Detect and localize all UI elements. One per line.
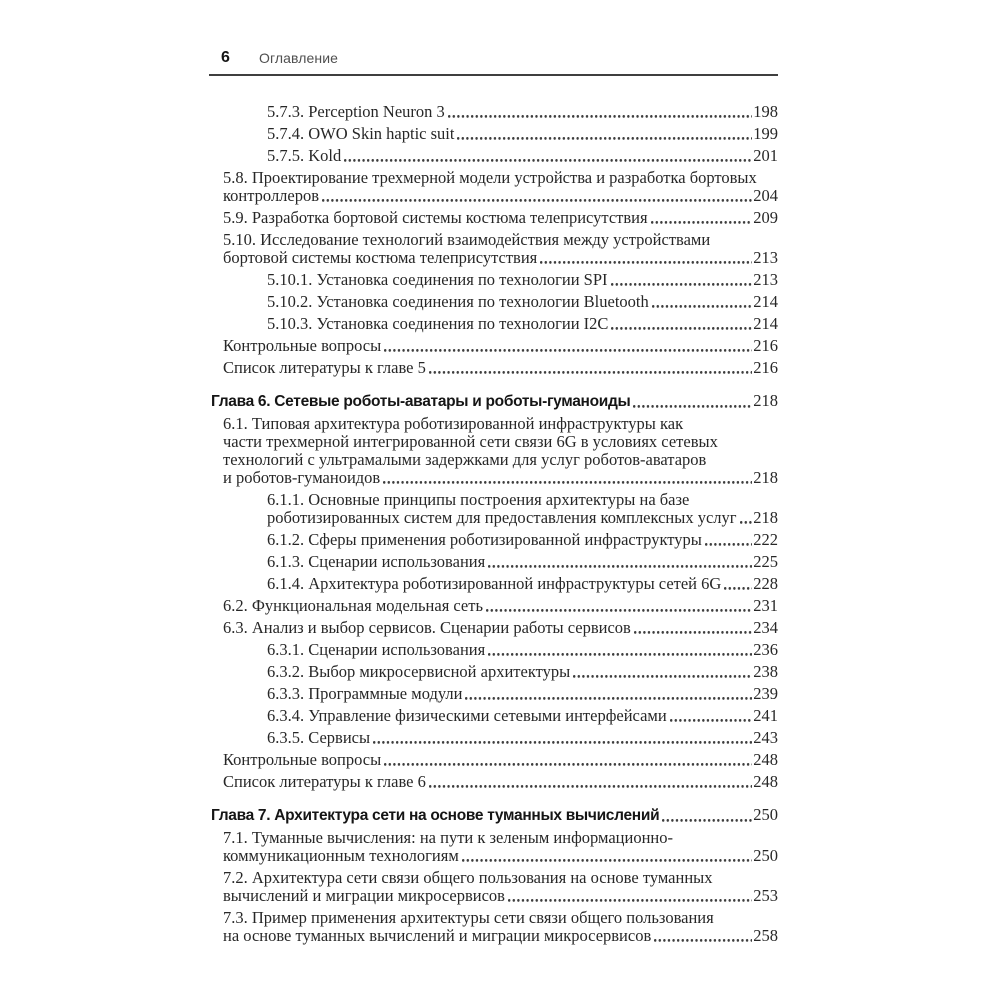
toc-entry-text: 5.10.3. Установка соединения по технологии I2C bbox=[267, 314, 609, 333]
toc-entry bbox=[209, 751, 778, 769]
toc-entry-lastline bbox=[223, 927, 778, 945]
toc-entry-line: 5.8. Проектирование трехмерной модели устройства и разработка бортовых bbox=[223, 168, 757, 187]
running-header bbox=[209, 0, 778, 76]
dot-leader bbox=[322, 190, 752, 205]
toc-entry-text: 6.3.1. Сценарии использования bbox=[267, 640, 486, 659]
toc-entry-text: 6.3.3. Программные модули bbox=[267, 684, 463, 703]
toc-entry bbox=[209, 685, 778, 703]
toc-page-number: 243 bbox=[753, 728, 778, 747]
toc-entry bbox=[209, 271, 778, 289]
toc-page-number: 248 bbox=[753, 772, 778, 791]
toc-entry-text: Контрольные вопросы bbox=[223, 750, 382, 769]
toc-entry-lastline bbox=[267, 531, 778, 549]
toc-page-number: 250 bbox=[753, 846, 778, 865]
toc-entry-lastline bbox=[267, 103, 778, 121]
toc-entry-lastline bbox=[267, 293, 778, 311]
dot-leader bbox=[488, 644, 752, 659]
toc-entry bbox=[209, 103, 778, 121]
toc-entry bbox=[209, 619, 778, 637]
dot-leader bbox=[465, 688, 752, 703]
toc-entry-lastline bbox=[267, 575, 778, 593]
toc-entry bbox=[209, 491, 778, 527]
toc-entry-text: на основе туманных вычислений и миграции микросервисов bbox=[223, 926, 652, 945]
dot-leader bbox=[651, 212, 753, 227]
toc-entry-text: 6.3.2. Выбор микросервисной архитектуры bbox=[267, 662, 571, 681]
dot-leader bbox=[429, 776, 752, 791]
dot-leader bbox=[508, 890, 752, 905]
toc-entry bbox=[209, 575, 778, 593]
toc-entry-lastline bbox=[223, 619, 778, 637]
toc-page-number: 209 bbox=[753, 208, 778, 227]
dot-leader bbox=[654, 930, 752, 945]
toc-entry-text: и роботов-гуманоидов bbox=[223, 468, 381, 487]
toc-chapter-entry bbox=[209, 806, 778, 825]
toc-entry-line: 5.10. Исследование технологий взаимодействия между устройствами bbox=[223, 230, 711, 249]
toc-entry-text: 6.1.2. Сферы применения роботизированной инфраструктуры bbox=[267, 530, 702, 549]
toc-entry-lastline bbox=[223, 887, 778, 905]
toc-page-number: 231 bbox=[753, 596, 778, 615]
toc-entry-text: Список литературы к главе 6 bbox=[223, 772, 426, 791]
dot-leader bbox=[705, 534, 752, 549]
toc-entry bbox=[209, 147, 778, 165]
toc-entry-text: 6.1.3. Сценарии использования bbox=[267, 552, 486, 571]
toc-page-number: 216 bbox=[753, 336, 778, 355]
toc-entry-lastline bbox=[267, 663, 778, 681]
toc-entry-text: 5.7.4. OWO Skin haptic suit bbox=[267, 124, 455, 143]
toc-page-number: 225 bbox=[753, 552, 778, 571]
toc-page-number: 214 bbox=[753, 314, 778, 333]
toc-entry-lastline bbox=[267, 315, 778, 333]
toc-entry-lastline bbox=[267, 509, 778, 527]
toc-entry-lastline bbox=[223, 337, 778, 355]
toc-entry-lastline bbox=[267, 553, 778, 571]
toc-entry-lastline bbox=[223, 469, 778, 487]
toc-entry-lastline bbox=[267, 147, 778, 165]
dot-leader bbox=[662, 810, 752, 825]
dot-leader bbox=[611, 318, 752, 333]
toc-page-number: 218 bbox=[753, 468, 778, 487]
toc-page-number: 222 bbox=[753, 530, 778, 549]
toc-entry-text: 6.3.4. Управление физическими сетевыми интерфейсами bbox=[267, 706, 667, 725]
toc-page-number: 236 bbox=[753, 640, 778, 659]
toc-entry-lastline bbox=[211, 392, 778, 411]
dot-leader bbox=[633, 396, 752, 411]
toc-entry bbox=[209, 597, 778, 615]
toc-page-number: 228 bbox=[753, 574, 778, 593]
toc-chapter-entry bbox=[209, 392, 778, 411]
dot-leader bbox=[457, 128, 752, 143]
toc-entry-text: Список литературы к главе 5 bbox=[223, 358, 426, 377]
toc-entry-line: 6.1. Типовая архитектура роботизированной инфраструктуры как bbox=[223, 414, 684, 433]
dot-leader bbox=[448, 106, 752, 121]
toc-page-number: 239 bbox=[753, 684, 778, 703]
dot-leader bbox=[384, 754, 752, 769]
toc-page-number: 198 bbox=[753, 102, 778, 121]
toc-entry bbox=[209, 415, 778, 487]
toc-entry-line: 7.3. Пример применения архитектуры сети связи общего пользования bbox=[223, 908, 714, 927]
toc-page-number: 253 bbox=[753, 886, 778, 905]
toc-page-number: 213 bbox=[753, 270, 778, 289]
toc-entry-lastline bbox=[267, 707, 778, 725]
dot-leader bbox=[488, 556, 752, 571]
dot-leader bbox=[486, 600, 752, 615]
toc-page-number: 218 bbox=[753, 391, 778, 410]
dot-leader bbox=[652, 296, 753, 311]
dot-leader bbox=[724, 578, 752, 593]
dot-leader bbox=[540, 252, 752, 267]
toc-entry-lastline bbox=[223, 209, 778, 227]
toc-entry-lastline bbox=[223, 751, 778, 769]
toc-entry-lastline bbox=[267, 125, 778, 143]
toc-entry-lastline bbox=[223, 249, 778, 267]
toc-entry bbox=[209, 553, 778, 571]
toc-entry bbox=[209, 829, 778, 865]
toc-entry bbox=[209, 125, 778, 143]
toc-entry-text: 5.7.3. Perception Neuron 3 bbox=[267, 102, 445, 121]
toc-entry-text: 5.10.2. Установка соединения по технологии Bluetooth bbox=[267, 292, 649, 311]
header-title: Оглавление bbox=[259, 50, 339, 66]
toc-entry-text: вычислений и миграции микросервисов bbox=[223, 886, 505, 905]
toc-entry-text: коммуникационным технологиям bbox=[223, 846, 459, 865]
toc-entry bbox=[209, 315, 778, 333]
toc-entry bbox=[209, 729, 778, 747]
toc-entry-text: Глава 6. Сетевые роботы-аватары и роботы-гуманоиды bbox=[211, 393, 631, 410]
toc-page-number: 201 bbox=[753, 146, 778, 165]
toc-entry-lastline bbox=[223, 187, 778, 205]
toc-page-number: 218 bbox=[753, 508, 778, 527]
toc-entry-line: 7.2. Архитектура сети связи общего пользования на основе туманных bbox=[223, 868, 713, 887]
toc-entry-line: 7.1. Туманные вычисления: на пути к зеленым информационно- bbox=[223, 828, 673, 847]
toc-entry bbox=[209, 663, 778, 681]
toc-entry-line: части трехмерной интегрированной сети связи 6G в условиях сетевых bbox=[223, 432, 718, 451]
toc-entry bbox=[209, 209, 778, 227]
toc-page-number: 204 bbox=[753, 186, 778, 205]
toc-page-number: 214 bbox=[753, 292, 778, 311]
toc-page-number: 199 bbox=[753, 124, 778, 143]
toc-page-number: 234 bbox=[753, 618, 778, 637]
toc-entry bbox=[209, 231, 778, 267]
toc-entry bbox=[209, 337, 778, 355]
toc-entry-text: Контрольные вопросы bbox=[223, 336, 382, 355]
toc-entry-text: 6.1.4. Архитектура роботизированной инфраструктуры сетей 6G bbox=[267, 574, 722, 593]
toc-entry-text: роботизированных систем для предоставления комплексных услуг bbox=[267, 508, 737, 527]
toc-list bbox=[209, 76, 778, 945]
toc-entry bbox=[209, 773, 778, 791]
toc-entry-text: 6.2. Функциональная модельная сеть bbox=[223, 596, 483, 615]
toc-entry bbox=[209, 169, 778, 205]
toc-entry-text: бортовой системы костюма телеприсутствия bbox=[223, 248, 538, 267]
toc-entry bbox=[209, 293, 778, 311]
toc-entry-text: 6.3. Анализ и выбор сервисов. Сценарии работы сервисов bbox=[223, 618, 631, 637]
toc-page-number: 238 bbox=[753, 662, 778, 681]
dot-leader bbox=[634, 622, 752, 637]
toc-entry-lastline bbox=[211, 806, 778, 825]
toc-entry-lastline bbox=[267, 641, 778, 659]
toc-page-number: 213 bbox=[753, 248, 778, 267]
dot-leader bbox=[373, 732, 752, 747]
toc-entry bbox=[209, 531, 778, 549]
toc-entry bbox=[209, 707, 778, 725]
toc-entry-line: технологий с ультрамалыми задержками для услуг роботов-аватаров bbox=[223, 450, 707, 469]
toc-page-number: 258 bbox=[753, 926, 778, 945]
page-content bbox=[209, 0, 778, 949]
dot-leader bbox=[462, 850, 752, 865]
toc-entry-text: 5.9. Разработка бортовой системы костюма телеприсутствия bbox=[223, 208, 648, 227]
dot-leader bbox=[573, 666, 752, 681]
dot-leader bbox=[429, 362, 752, 377]
toc-entry-text: 5.7.5. Kold bbox=[267, 146, 342, 165]
dot-leader bbox=[670, 710, 753, 725]
toc-entry-lastline bbox=[223, 847, 778, 865]
toc-entry-text: Глава 7. Архитектура сети на основе туманных вычислений bbox=[211, 807, 660, 824]
toc-entry bbox=[209, 359, 778, 377]
toc-entry-text: контроллеров bbox=[223, 186, 320, 205]
toc-entry-lastline bbox=[267, 271, 778, 289]
toc-page-number: 241 bbox=[753, 706, 778, 725]
toc-entry-text: 6.3.5. Сервисы bbox=[267, 728, 371, 747]
toc-page-number: 248 bbox=[753, 750, 778, 769]
header-page-number: 6 bbox=[221, 49, 230, 66]
toc-page-number: 250 bbox=[753, 805, 778, 824]
dot-leader bbox=[611, 274, 753, 289]
toc-page-number: 216 bbox=[753, 358, 778, 377]
dot-leader bbox=[344, 150, 752, 165]
toc-entry-lastline bbox=[223, 597, 778, 615]
toc-entry-lastline bbox=[223, 773, 778, 791]
dot-leader bbox=[383, 472, 752, 487]
toc-entry-lastline bbox=[223, 359, 778, 377]
toc-entry-text: 5.10.1. Установка соединения по технологии SPI bbox=[267, 270, 608, 289]
dot-leader bbox=[384, 340, 752, 355]
toc-entry-line: 6.1.1. Основные принципы построения архитектуры на базе bbox=[267, 490, 690, 509]
dot-leader bbox=[740, 512, 753, 527]
toc-entry-lastline bbox=[267, 729, 778, 747]
toc-entry bbox=[209, 909, 778, 945]
toc-entry bbox=[209, 641, 778, 659]
toc-entry bbox=[209, 869, 778, 905]
toc-entry-lastline bbox=[267, 685, 778, 703]
